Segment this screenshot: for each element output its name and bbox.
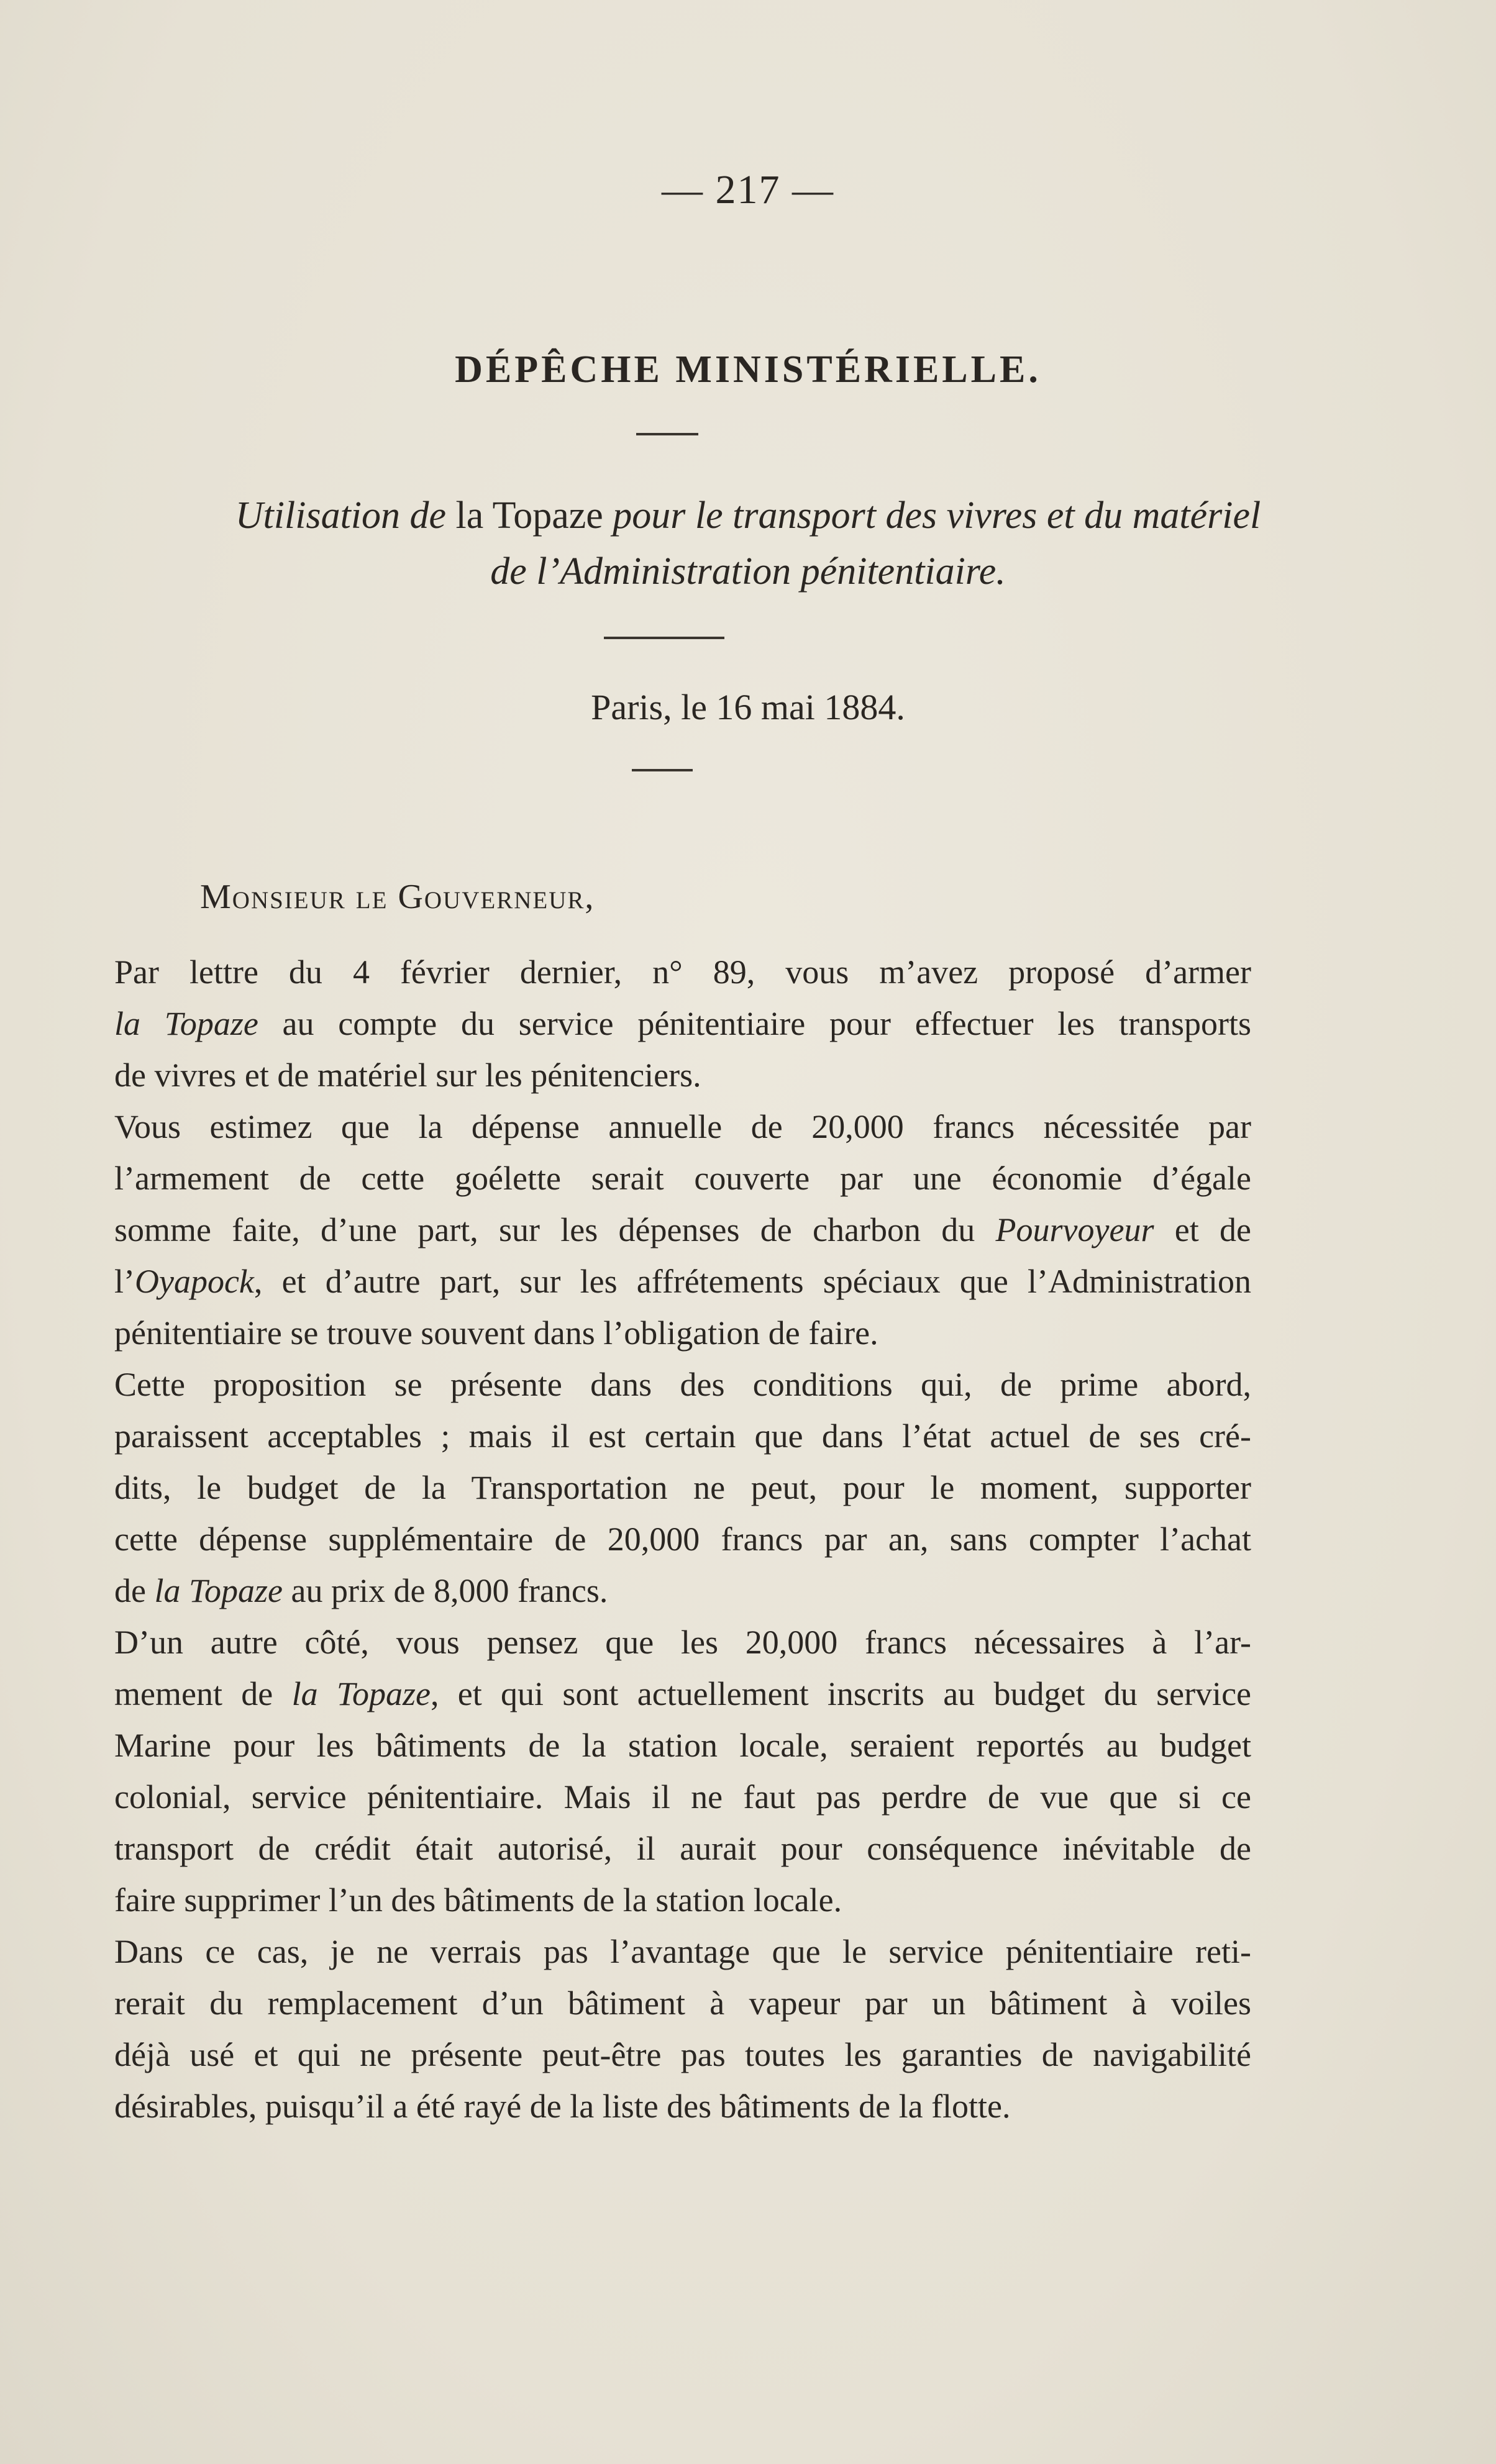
- text-line: dits, le budget de la Transportation ne peut, pour le moment, supporter: [114, 1469, 1251, 1506]
- divider-rule: [604, 637, 724, 639]
- salutation: Monsieur le Gouverneur,: [200, 878, 595, 916]
- subtitle-line-1: [0, 494, 1496, 538]
- text-line: l’armement de cette goélette serait couverte par une économie d’égale: [114, 1160, 1251, 1197]
- subtitle-line-2: de l’Administration pénitentiaire.: [490, 550, 1006, 593]
- paragraph-5: [114, 1926, 1251, 2132]
- text-line: de la Topaze au prix de 8,000 francs.: [114, 1572, 608, 1609]
- text-line: de vivres et de matériel sur les pénitenciers.: [114, 1057, 701, 1094]
- text-line: Marine pour les bâtiments de la station locale, seraient reportés au budget: [114, 1727, 1251, 1764]
- text-line: désirables, puisqu’il a été rayé de la liste des bâtiments de la flotte.: [114, 2088, 1011, 2125]
- subtitle-part-1: Utilisation de: [235, 494, 447, 537]
- document-heading: DÉPÊCHE MINISTÉRIELLE.: [455, 348, 1041, 391]
- page-number: — 217 —: [662, 167, 834, 212]
- paragraph-3: [114, 1359, 1251, 1617]
- subtitle-ship-name: la Topaze: [455, 494, 603, 537]
- text-line: faire supprimer l’un des bâtiments de la station locale.: [114, 1881, 842, 1919]
- dateline: Paris, le 16 mai 1884.: [591, 687, 905, 727]
- text-line: déjà usé et qui ne présente peut-être pas toutes les garanties de navigabilité: [114, 2036, 1251, 2073]
- paragraph-4: [114, 1617, 1251, 1926]
- text-line: la Topaze au compte du service pénitentiaire pour effectuer les transports: [114, 1005, 1251, 1042]
- text-line: transport de crédit était autorisé, il aurait pour conséquence inévitable de: [114, 1830, 1251, 1867]
- paragraph-2: [114, 1101, 1251, 1359]
- text-line: Par lettre du 4 février dernier, n° 89, vous m’avez proposé d’armer: [114, 953, 1251, 991]
- subtitle-part-3: pour le transport des vivres et du matériel: [613, 494, 1261, 537]
- text-line: colonial, service pénitentiaire. Mais il ne faut pas perdre de vue que si ce: [114, 1778, 1251, 1816]
- text-line: paraissent acceptables ; mais il est certain que dans l’état actuel de ses cré-: [114, 1417, 1251, 1455]
- text-line: Dans ce cas, je ne verrais pas l’avantage que le service pénitentiaire reti-: [114, 1933, 1251, 1970]
- text-line: rerait du remplacement d’un bâtiment à vapeur par un bâtiment à voiles: [114, 1984, 1251, 2022]
- text-line: cette dépense supplémentaire de 20,000 francs par an, sans compter l’achat: [114, 1521, 1251, 1558]
- text-line: Cette proposition se présente dans des conditions qui, de prime abord,: [114, 1366, 1251, 1403]
- letter-body: [114, 947, 1251, 2132]
- divider-rule: [632, 769, 693, 771]
- text-line: pénitentiaire se trouve souvent dans l’obligation de faire.: [114, 1314, 878, 1352]
- paragraph-1: [114, 947, 1251, 1101]
- text-line: somme faite, d’une part, sur les dépenses de charbon du Pourvoyeur et de: [114, 1211, 1251, 1248]
- text-line: D’un autre côté, vous pensez que les 20,000 francs nécessaires à l’ar-: [114, 1624, 1251, 1661]
- divider-rule: [636, 433, 698, 435]
- text-line: mement de la Topaze, et qui sont actuellement inscrits au budget du service: [114, 1675, 1251, 1712]
- text-line: Vous estimez que la dépense annuelle de 20,000 francs nécessitée par: [114, 1108, 1251, 1145]
- text-line: l’Oyapock, et d’autre part, sur les affrétements spéciaux que l’Administration: [114, 1263, 1251, 1300]
